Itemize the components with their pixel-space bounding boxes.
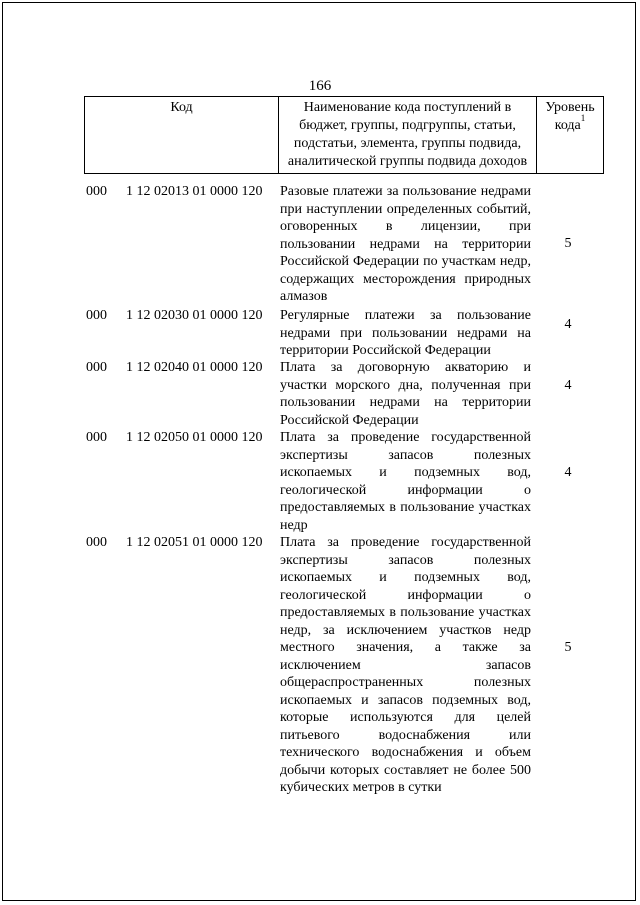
table-row [86, 429, 606, 534]
revenue-code: 1 12 02013 01 0000 120 [126, 184, 263, 199]
admin-code: 000 [86, 360, 107, 375]
revenue-name: Плата за договорную акваторию и участки морского дна, полученная при пользовании недрами на территории Российской Федерации [280, 360, 531, 428]
code-level: 4 [564, 317, 572, 332]
code-level: 4 [564, 465, 572, 480]
revenue-name: Разовые платежи за пользование недрами при наступлении определенных событий, оговоренных в лицензии, при пользовании недрами на территории Российской Федерации по участкам недр, содержащих месторождения природных алмазов [280, 184, 531, 304]
revenue-code: 1 12 02051 01 0000 120 [126, 535, 263, 550]
admin-code: 000 [86, 430, 107, 445]
table-row [86, 183, 606, 307]
footnote-marker: 1 [580, 113, 586, 124]
admin-code: 000 [86, 184, 107, 199]
table-row [86, 359, 606, 429]
code-level: 5 [564, 640, 572, 655]
revenue-code: 1 12 02040 01 0000 120 [126, 360, 263, 375]
revenue-code: 1 12 02050 01 0000 120 [126, 430, 263, 445]
revenue-name: Плата за проведение государственной экспертизы запасов полезных ископаемых и подземных вод, геологической информации о предоставляемых в пользование участках недр, за исключением участков недр местного значения, а также за исключением запасов общераспространенных полезных ископаемых и запасов подземных вод, которые используются для целей питьевого водоснабжения или технического водоснабжения и объем добычи которых составляет не более 500 кубических метров в сутки [280, 535, 531, 795]
header-code: Код [85, 97, 279, 174]
revenue-name: Плата за проведение государственной экспертизы запасов полезных ископаемых и подземных вод, геологической информации о предоставляемых в пользование участках недр [280, 430, 531, 533]
table-row [86, 534, 606, 797]
table-header [84, 96, 604, 174]
header-level-label: Уровень кода [545, 100, 595, 133]
header-name: Наименование кода поступлений в бюджет, группы, подгруппы, статьи, подстатьи, элемента, группы подвида, аналитической группы подвида доходов [279, 97, 537, 174]
header-level [537, 97, 604, 174]
page-number: 166 [308, 78, 332, 94]
table-row [86, 307, 606, 359]
code-level: 4 [564, 378, 572, 393]
code-level: 5 [564, 236, 572, 251]
revenue-name: Регулярные платежи за пользование недрами при пользовании недрами на территории Российской Федерации [280, 308, 531, 358]
revenue-code: 1 12 02030 01 0000 120 [126, 308, 263, 323]
admin-code: 000 [86, 535, 107, 550]
admin-code: 000 [86, 308, 107, 323]
table-body [86, 183, 606, 797]
